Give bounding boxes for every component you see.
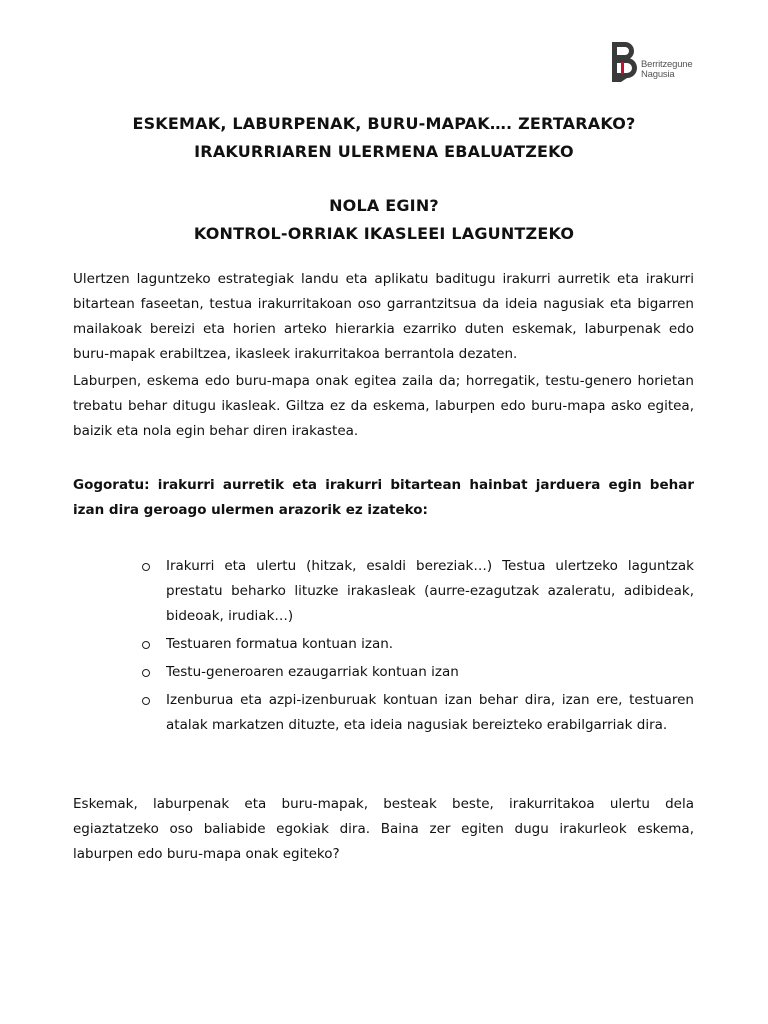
circle-bullet-icon xyxy=(142,563,150,571)
sub-title xyxy=(60,192,708,248)
list-item-text: Testuaren formatua kontuan izan. xyxy=(166,636,394,652)
title-line-3: NOLA EGIN? xyxy=(329,196,439,215)
closing-paragraph: Eskemak, laburpenak eta buru-mapak, besteak beste, irakurritakoa ulertu dela egiaztatzeko oso baliabide egokiak dira. Baina zer egiten dugu irakurleok eskema, laburpen edo buru-mapa onak egiteko? xyxy=(73,796,694,862)
circle-bullet-icon xyxy=(142,669,150,677)
list-item-text: Izenburua eta azpi-izenburuak kontuan izan behar dira, izan ere, testuaren atalak markatzen dituzte, eta ideia nagusiak bereizteko erabilgarriak dira. xyxy=(166,692,694,733)
activity-list xyxy=(142,554,694,741)
list-item xyxy=(142,660,694,685)
list-item xyxy=(142,632,694,657)
logo-line-1: Berritzegune xyxy=(641,59,693,70)
list-item xyxy=(142,554,694,629)
berritzegune-b-icon xyxy=(612,42,638,82)
title-line-4: KONTROL-ORRIAK IKASLEEI LAGUNTZEKO xyxy=(193,224,575,243)
reminder-paragraph: Gogoratu: irakurri aurretik eta irakurri bitartean hainbat jarduera egin behar izan dira geroago ulermen arazorik ez izateko: xyxy=(73,477,694,518)
list-item xyxy=(142,688,694,738)
logo-line-2: Nagusia xyxy=(641,69,675,80)
circle-bullet-icon xyxy=(142,641,150,649)
main-title xyxy=(60,110,708,166)
title-line-2: IRAKURRIAREN ULERMENA EBALUATZEKO xyxy=(194,142,574,161)
berritzegune-logo xyxy=(612,42,712,84)
list-item-text: Testu-generoaren ezaugarriak kontuan izan xyxy=(166,664,459,680)
title-line-1: ESKEMAK, LABURPENAK, BURU-MAPAK…. ZERTARAKO? xyxy=(132,114,636,133)
second-paragraph: Laburpen, eskema edo buru-mapa onak egitea zaila da; horregatik, testu-genero horietan trebatu behar ditugu ikasleak. Giltza ez da eskema, laburpen edo buru-mapa asko egitea, baizik eta nola egin behar diren irakastea. xyxy=(73,373,694,439)
circle-bullet-icon xyxy=(142,697,150,705)
list-item-text: Irakurri eta ulertu (hitzak, esaldi bereziak…) Testua ulertzeko laguntzak prestatu beharko lituzke irakasleak (aurre-ezagutzak azaleratu, adibideak, bideoak, irudiak…) xyxy=(166,558,694,624)
logo-text xyxy=(641,60,692,80)
intro-paragraph: Ulertzen laguntzeko estrategiak landu eta aplikatu badit​ugu irakurri aurretik eta irakurri bitartean faseetan, testua irakurritakoan oso garrantzitsua da ideia nagusiak eta bigarren mailakoak bereizi eta horien arteko hierarkia ezarriko duten eskemak, laburpenak edo buru-mapak erabiltzea, ikasleek irakurritakoa berrantola dezaten. xyxy=(73,271,694,362)
